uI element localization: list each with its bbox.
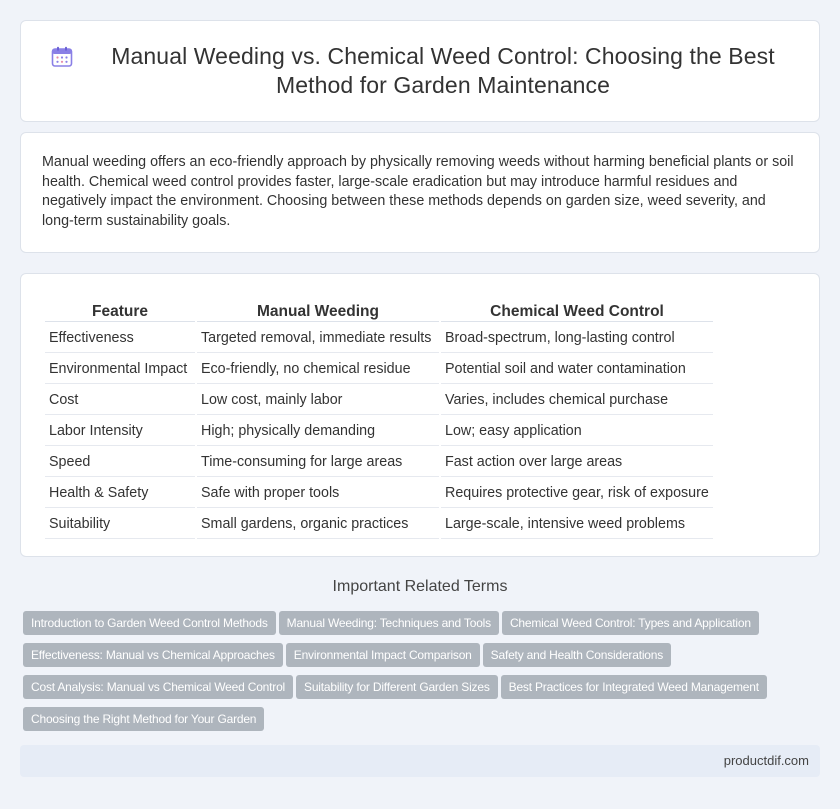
related-term-tag[interactable]: Chemical Weed Control: Types and Application [502, 611, 759, 635]
comparison-table [43, 296, 715, 541]
table-cell: Fast action over large areas [441, 448, 713, 477]
related-term-tag[interactable]: Safety and Health Considerations [483, 643, 671, 667]
table-cell: Environmental Impact [45, 355, 195, 384]
table-cell: High; physically demanding [197, 417, 439, 446]
footer-site-link[interactable]: productdif.com [723, 753, 809, 768]
related-term-tag[interactable]: Effectiveness: Manual vs Chemical Approaches [23, 643, 283, 667]
header-card [20, 20, 820, 122]
table-cell: Broad-spectrum, long-lasting control [441, 324, 713, 353]
related-term-tag[interactable]: Manual Weeding: Techniques and Tools [279, 611, 499, 635]
related-term-tag[interactable]: Best Practices for Integrated Weed Management [501, 675, 767, 699]
column-header-feature: Feature [45, 298, 195, 322]
related-term-tag[interactable]: Suitability for Different Garden Sizes [296, 675, 498, 699]
intro-card [20, 132, 820, 253]
table-header-row [45, 298, 713, 322]
table-cell: Labor Intensity [45, 417, 195, 446]
table-cell: Varies, includes chemical purchase [441, 386, 713, 415]
related-terms-title: Important Related Terms [332, 578, 508, 595]
table-row [45, 479, 713, 508]
related-term-tag[interactable]: Cost Analysis: Manual vs Chemical Weed Control [23, 675, 293, 699]
table-cell: Suitability [45, 510, 195, 539]
calendar-icon [51, 46, 73, 68]
table-row [45, 355, 713, 384]
table-cell: Requires protective gear, risk of exposure [441, 479, 713, 508]
related-term-tag[interactable]: Introduction to Garden Weed Control Methods [23, 611, 276, 635]
table-cell: Speed [45, 448, 195, 477]
table-cell: Targeted removal, immediate results [197, 324, 439, 353]
table-cell: Health & Safety [45, 479, 195, 508]
footer [20, 745, 820, 777]
table-cell: Small gardens, organic practices [197, 510, 439, 539]
table-cell: Potential soil and water contamination [441, 355, 713, 384]
table-cell: Time-consuming for large areas [197, 448, 439, 477]
table-cell: Low cost, mainly labor [197, 386, 439, 415]
page-title: Manual Weeding vs. Chemical Weed Control: Choosing the Best Method for Garden Maintenance [111, 43, 775, 98]
column-header-manual: Manual Weeding [197, 298, 439, 322]
table-cell: Safe with proper tools [197, 479, 439, 508]
table-row [45, 510, 713, 539]
table-cell: Large-scale, intensive weed problems [441, 510, 713, 539]
table-cell: Low; easy application [441, 417, 713, 446]
related-terms-tags [23, 611, 813, 739]
related-term-tag[interactable]: Environmental Impact Comparison [286, 643, 480, 667]
column-header-chemical: Chemical Weed Control [441, 298, 713, 322]
comparison-table-card [20, 273, 820, 557]
table-cell: Cost [45, 386, 195, 415]
table-cell: Eco-friendly, no chemical residue [197, 355, 439, 384]
intro-text: Manual weeding offers an eco-friendly approach by physically removing weeds without harming beneficial plants or soil health. Chemical weed control provides faster, large-scale eradication but may introduce harmful residues and negatively impact the environment. Choosing between these methods depends on garden size, weed severity, and long-term sustainability goals. [42, 154, 794, 229]
related-term-tag[interactable]: Choosing the Right Method for Your Garden [23, 707, 264, 731]
table-row [45, 448, 713, 477]
table-row [45, 417, 713, 446]
table-row [45, 386, 713, 415]
table-cell: Effectiveness [45, 324, 195, 353]
table-row [45, 324, 713, 353]
